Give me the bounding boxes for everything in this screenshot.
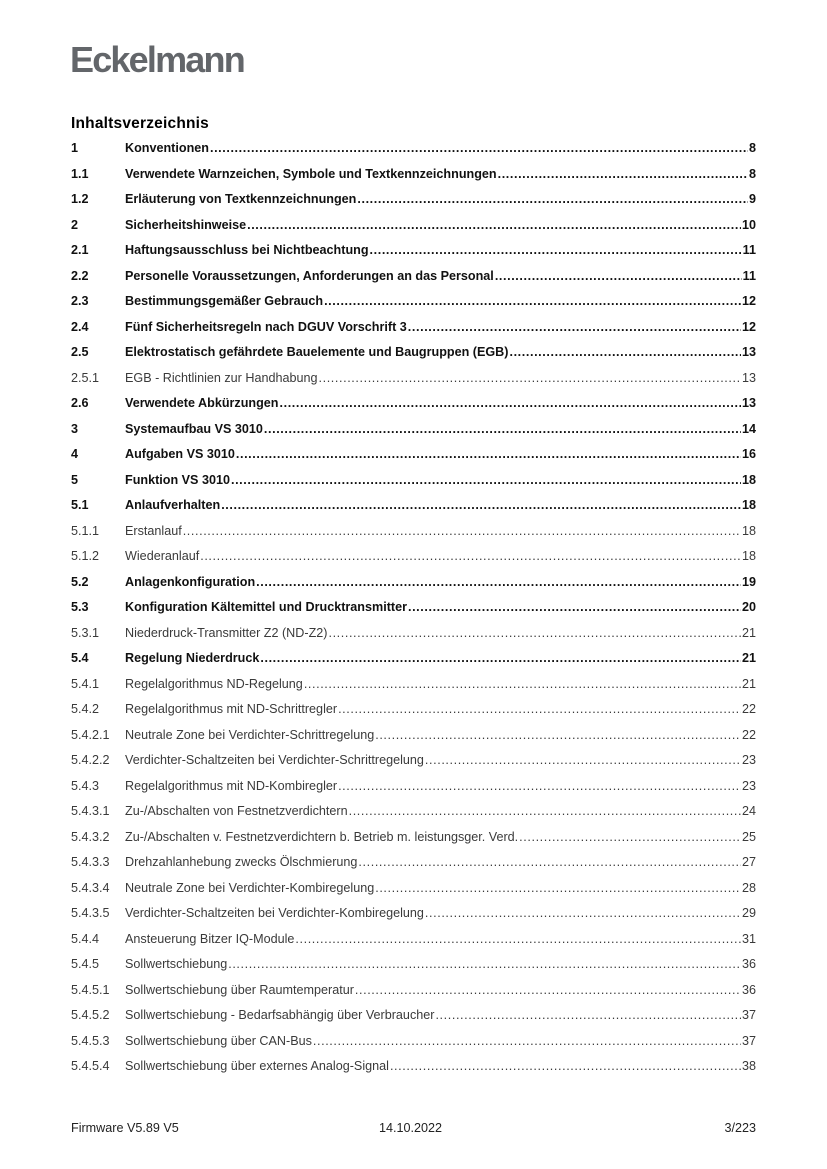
toc-entry-number: 2.6 <box>71 396 89 410</box>
toc-entry-title[interactable]: Sollwertschiebung über externes Analog-Signal <box>125 1059 389 1073</box>
toc-entry-page[interactable]: 25 <box>741 829 756 844</box>
toc-entry-title[interactable]: Personelle Voraussetzungen, Anforderungen an das Personal <box>125 268 494 283</box>
toc-leader-dots <box>221 497 741 514</box>
toc-leader-dots <box>375 880 741 897</box>
toc-entry-number: 2.2 <box>71 268 89 283</box>
toc-leader-dots <box>295 931 741 948</box>
toc-entry[interactable] <box>71 495 756 521</box>
table-of-contents <box>71 138 756 1082</box>
toc-leader-dots <box>338 701 741 718</box>
toc-entry-number: 5.4.2 <box>71 702 100 716</box>
toc-entry-title[interactable]: Bestimmungsgemäßer Gebrauch <box>125 294 324 308</box>
toc-entry-number: 5.4.5.3 <box>71 1033 110 1048</box>
toc-entry-number: 5.4.3.4 <box>71 880 110 895</box>
toc-leader-dots <box>231 472 741 489</box>
toc-entry-title[interactable]: Sollwertschiebung über Raumtemperatur <box>125 982 354 997</box>
toc-leader-dots <box>236 446 741 463</box>
toc-entry[interactable] <box>71 470 756 496</box>
toc-entry[interactable] <box>71 827 756 853</box>
toc-entry[interactable] <box>71 1005 756 1031</box>
toc-entry-title[interactable]: Erstanlauf <box>125 523 182 538</box>
toc-entry-title[interactable]: Neutrale Zone bei Verdichter-Schrittregelung <box>125 727 375 742</box>
toc-leader-dots <box>370 242 742 259</box>
toc-entry-number: 5.2 <box>71 574 89 589</box>
toc-entry-page[interactable]: 29 <box>741 906 756 920</box>
toc-entry-title[interactable]: Drehzahlanhebung zwecks Ölschmierung <box>125 855 358 869</box>
toc-entry-title[interactable]: Erläuterung von Textkennzeichnungen <box>125 192 357 206</box>
toc-leader-dots <box>200 548 741 565</box>
toc-entry[interactable] <box>71 674 756 700</box>
toc-entry[interactable] <box>71 903 756 929</box>
toc-entry-page[interactable]: 36 <box>741 982 756 997</box>
toc-entry[interactable] <box>71 623 756 649</box>
toc-leader-dots <box>408 599 741 616</box>
toc-entry-page[interactable]: 21 <box>741 625 756 640</box>
toc-entry-title[interactable]: Regelalgorithmus ND-Regelung <box>125 676 303 691</box>
toc-leader-dots <box>228 956 741 973</box>
toc-leader-dots <box>390 1058 741 1075</box>
toc-entry-title[interactable]: Regelalgorithmus mit ND-Kombiregler <box>125 778 338 793</box>
toc-entry[interactable] <box>71 878 756 904</box>
toc-leader-dots <box>358 854 741 871</box>
toc-entry[interactable] <box>71 954 756 980</box>
toc-entry-title[interactable]: Regelalgorithmus mit ND-Schrittregler <box>125 702 338 716</box>
toc-entry-title[interactable]: Systemaufbau VS 3010 <box>125 421 263 436</box>
toc-leader-dots <box>498 166 748 183</box>
toc-entry-page[interactable]: 12 <box>741 319 756 334</box>
toc-entry-number: 1 <box>71 141 79 155</box>
toc-entry-title[interactable]: Verwendete Warnzeichen, Symbole und Textkennzeichnungen <box>125 166 497 181</box>
toc-entry-number: 5.4.3.5 <box>71 906 110 920</box>
toc-entry-number: 5.4.2.2 <box>71 753 110 767</box>
toc-entry[interactable] <box>71 291 756 317</box>
toc-entry-title[interactable]: Verdichter-Schaltzeiten bei Verdichter-Schrittregelung <box>125 753 424 767</box>
toc-leader-dots <box>495 268 742 285</box>
toc-entry[interactable] <box>71 546 756 572</box>
toc-entry[interactable] <box>71 393 756 419</box>
toc-entry[interactable] <box>71 342 756 368</box>
toc-entry-number: 1.1 <box>71 166 89 181</box>
toc-entry-page[interactable]: 37 <box>741 1033 756 1048</box>
toc-entry-title[interactable]: EGB - Richtlinien zur Handhabung <box>125 370 318 385</box>
toc-entry[interactable] <box>71 597 756 623</box>
toc-entry-title[interactable]: Haftungsausschluss bei Nichtbeachtung <box>125 243 369 257</box>
toc-entry-page[interactable]: 23 <box>741 753 756 767</box>
toc-entry[interactable] <box>71 980 756 1006</box>
toc-entry-page[interactable]: 22 <box>741 702 756 716</box>
toc-entry[interactable] <box>71 699 756 725</box>
toc-entry-page[interactable]: 31 <box>741 931 756 946</box>
toc-entry-title[interactable]: Regelung Niederdruck <box>125 651 260 665</box>
toc-entry-title[interactable]: Elektrostatisch gefährdete Bauelemente und Baugruppen (EGB) <box>125 345 509 359</box>
toc-leader-dots <box>280 395 741 412</box>
toc-entry-number: 5.4.3.3 <box>71 855 110 869</box>
toc-entry-title[interactable]: Anlaufverhalten <box>125 498 221 512</box>
toc-entry[interactable] <box>71 138 756 164</box>
toc-entry-number: 5.1.2 <box>71 549 100 563</box>
toc-entry-number: 5.1 <box>71 498 89 512</box>
toc-entry[interactable] <box>71 572 756 598</box>
toc-entry-page[interactable]: 12 <box>741 294 756 308</box>
toc-entry-number: 5.1.1 <box>71 523 100 538</box>
toc-leader-dots <box>509 344 741 361</box>
toc-entry-number: 2 <box>71 217 79 232</box>
toc-entry-title[interactable]: Zu-/Abschalten von Festnetzverdichtern <box>125 804 348 818</box>
toc-entry-page[interactable]: 13 <box>741 345 756 359</box>
toc-leader-dots <box>247 217 741 234</box>
toc-entry[interactable] <box>71 750 756 776</box>
toc-entry-title[interactable]: Konventionen <box>125 141 209 155</box>
toc-entry-number: 5.4.3 <box>71 778 100 793</box>
toc-leader-dots <box>324 293 741 310</box>
toc-entry-number: 5.4.2.1 <box>71 727 110 742</box>
toc-entry[interactable] <box>71 368 756 394</box>
toc-entry-page[interactable]: 20 <box>741 600 756 614</box>
toc-entry-title[interactable]: Sollwertschiebung - Bedarfsabhängig über Verbraucher <box>125 1008 435 1022</box>
toc-entry[interactable] <box>71 266 756 292</box>
toc-entry-title[interactable]: Niederdruck-Transmitter Z2 (ND-Z2) <box>125 625 328 640</box>
toc-leader-dots <box>375 727 741 744</box>
toc-entry-number: 5.4.5.2 <box>71 1008 110 1022</box>
footer-firmware-version: Firmware V5.89 V5 <box>71 1121 179 1135</box>
eckelmann-logo: Eckelmann <box>70 39 244 80</box>
footer-page-number: 3/223 <box>724 1121 756 1135</box>
toc-entry-page[interactable]: 21 <box>741 676 756 691</box>
toc-entry[interactable] <box>71 852 756 878</box>
toc-entry-title[interactable]: Sicherheitshinweise <box>125 217 247 232</box>
toc-entry[interactable] <box>71 240 756 266</box>
footer-date: 14.10.2022 <box>379 1121 443 1135</box>
toc-entry-page[interactable]: 28 <box>741 880 756 895</box>
toc-entry-number: 2.5.1 <box>71 370 100 385</box>
toc-leader-dots <box>210 140 748 157</box>
toc-entry[interactable] <box>71 215 756 241</box>
toc-entry-title[interactable]: Neutrale Zone bei Verdichter-Kombiregelung <box>125 880 375 895</box>
toc-entry-page[interactable]: 38 <box>741 1059 756 1073</box>
toc-leader-dots <box>425 752 741 769</box>
toc-entry-number: 5.4.5.1 <box>71 982 110 997</box>
toc-entry[interactable] <box>71 419 756 445</box>
toc-entry-title[interactable]: Konfiguration Kältemittel und Drucktransmitter <box>125 600 407 614</box>
toc-entry[interactable] <box>71 444 756 470</box>
toc-leader-dots <box>435 1007 741 1024</box>
toc-entry-number: 2.5 <box>71 345 89 359</box>
toc-entry-page[interactable]: 18 <box>741 523 756 538</box>
toc-entry[interactable] <box>71 317 756 343</box>
toc-leader-dots <box>313 1033 741 1050</box>
toc-entry-number: 4 <box>71 447 79 461</box>
toc-entry-number: 5.4.5.4 <box>71 1059 110 1073</box>
toc-entry-page[interactable]: 21 <box>741 651 756 665</box>
toc-entry-page[interactable]: 18 <box>741 549 756 563</box>
toc-leader-dots <box>319 370 741 387</box>
toc-entry-number: 2.4 <box>71 319 89 334</box>
toc-leader-dots <box>357 191 748 208</box>
toc-leader-dots <box>519 829 741 846</box>
toc-entry[interactable] <box>71 725 756 751</box>
toc-leader-dots <box>425 905 741 922</box>
toc-entry-number: 5.4.5 <box>71 957 100 971</box>
toc-entry[interactable] <box>71 1056 756 1082</box>
toc-entry-number: 3 <box>71 421 79 436</box>
toc-leader-dots <box>408 319 741 336</box>
toc-leader-dots <box>183 523 741 540</box>
toc-entry-page[interactable]: 11 <box>742 268 756 283</box>
toc-entry[interactable] <box>71 776 756 802</box>
toc-entry[interactable] <box>71 164 756 190</box>
toc-entry-number: 5.4.4 <box>71 931 100 946</box>
toc-entry-number: 2.3 <box>71 294 89 308</box>
toc-leader-dots <box>328 625 741 642</box>
toc-entry-number: 5.3 <box>71 600 89 614</box>
toc-entry-page[interactable]: 18 <box>741 498 756 512</box>
toc-entry-number: 5 <box>71 472 79 487</box>
toc-leader-dots <box>355 982 741 999</box>
toc-entry-title[interactable]: Aufgaben VS 3010 <box>125 447 235 461</box>
toc-entry-page[interactable]: 14 <box>741 421 756 436</box>
toc-entry-page[interactable]: 22 <box>741 727 756 742</box>
toc-entry-number: 5.4 <box>71 651 89 665</box>
toc-entry-title[interactable]: Anlagenkonfiguration <box>125 574 256 589</box>
toc-entry-number: 5.3.1 <box>71 625 100 640</box>
toc-entry-page[interactable]: 37 <box>741 1008 756 1022</box>
toc-entry-title[interactable]: Verwendete Abkürzungen <box>125 396 279 410</box>
toc-entry-page[interactable]: 9 <box>748 192 756 206</box>
toc-entry-page[interactable]: 10 <box>741 217 756 232</box>
toc-entry[interactable] <box>71 189 756 215</box>
toc-entry-title[interactable]: Wiederanlauf <box>125 549 200 563</box>
toc-entry-page[interactable]: 8 <box>748 141 756 155</box>
toc-entry-page[interactable]: 11 <box>742 243 756 257</box>
toc-leader-dots <box>256 574 741 591</box>
toc-entry-page[interactable]: 19 <box>741 574 756 589</box>
toc-entry-number: 5.4.1 <box>71 676 100 691</box>
toc-entry[interactable] <box>71 521 756 547</box>
toc-entry-title[interactable]: Zu-/Abschalten v. Festnetzverdichtern b. Betrieb m. leistungsger. Verd. <box>125 829 519 844</box>
toc-entry-title[interactable]: Verdichter-Schaltzeiten bei Verdichter-Kombiregelung <box>125 906 424 920</box>
toc-entry-title[interactable]: Sollwertschiebung über CAN-Bus <box>125 1033 312 1048</box>
toc-entry-title[interactable]: Funktion VS 3010 <box>125 472 230 487</box>
toc-entry-page[interactable]: 8 <box>748 166 756 181</box>
toc-leader-dots <box>260 650 741 667</box>
toc-entry-title[interactable]: Sollwertschiebung <box>125 957 228 971</box>
toc-entry-page[interactable]: 13 <box>741 396 756 410</box>
toc-entry-page[interactable]: 16 <box>741 447 756 461</box>
toc-entry-page[interactable]: 13 <box>741 370 756 385</box>
toc-entry-title[interactable]: Ansteuerung Bitzer IQ-Module <box>125 931 295 946</box>
toc-entry[interactable] <box>71 801 756 827</box>
toc-entry-number: 5.4.3.2 <box>71 829 110 844</box>
toc-leader-dots <box>349 803 741 820</box>
toc-leader-dots <box>264 421 741 438</box>
toc-entry[interactable] <box>71 929 756 955</box>
toc-leader-dots <box>304 676 741 693</box>
toc-entry[interactable] <box>71 648 756 674</box>
toc-entry-number: 2.1 <box>71 243 89 257</box>
toc-title: Inhaltsverzeichnis <box>71 115 209 132</box>
toc-entry-page[interactable]: 23 <box>741 778 756 793</box>
toc-entry-number: 1.2 <box>71 192 89 206</box>
toc-entry[interactable] <box>71 1031 756 1057</box>
toc-entry-page[interactable]: 27 <box>741 855 756 869</box>
toc-entry-number: 5.4.3.1 <box>71 804 110 818</box>
toc-leader-dots <box>338 778 741 795</box>
toc-entry-page[interactable]: 24 <box>741 804 756 818</box>
toc-entry-page[interactable]: 36 <box>741 957 756 971</box>
toc-entry-title[interactable]: Fünf Sicherheitsregeln nach DGUV Vorschrift 3 <box>125 319 407 334</box>
toc-entry-page[interactable]: 18 <box>741 472 756 487</box>
